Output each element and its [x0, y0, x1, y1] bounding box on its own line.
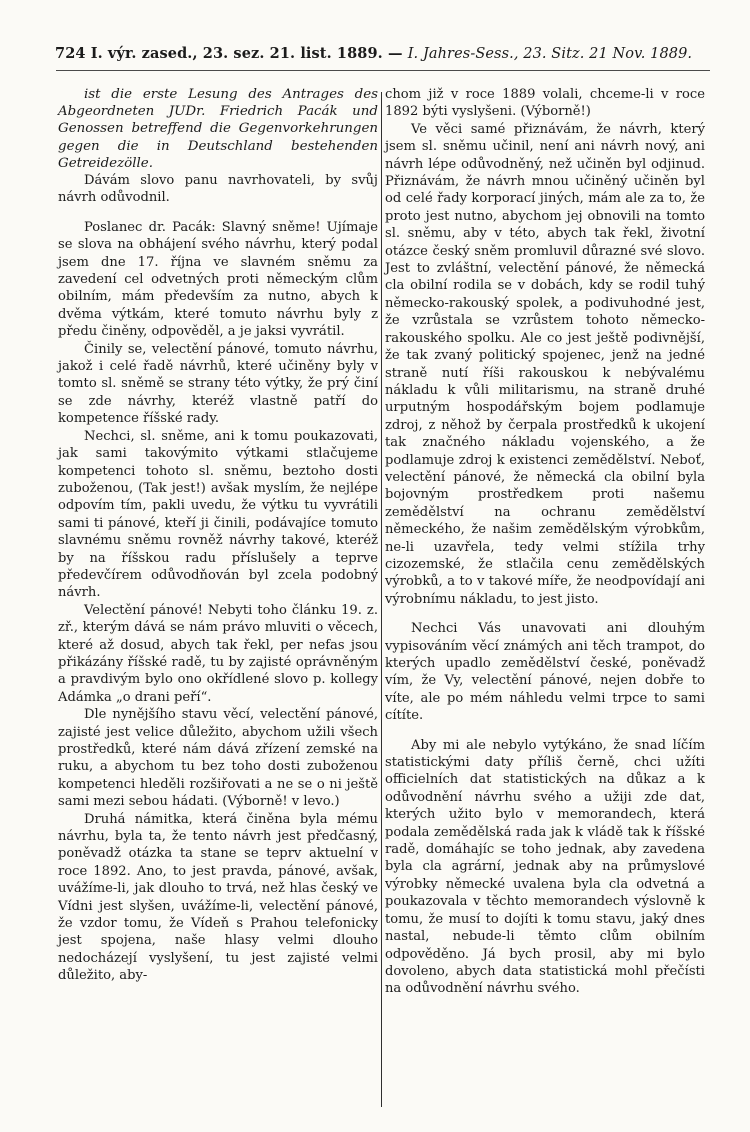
right-column: [385, 86, 705, 998]
right-paragraph: Nechci Vás unavovati ani dlouhým vypisováním věcí známých ani těch trampot, do kterých upadlo zemědělství české, poněvadž vím, že Vy, velectění pánové, nejen dobře to víte, ale po mém náhledu velmi trpce to sami cítíte.: [385, 621, 705, 724]
left-paragraph: ist die erste Lesung des Antrages des Abgeordneten JUDr. Friedrich Pacák und Genossen betreffend die Gegenvorkehrungen gegen die in Deutschland bestehenden Getreidezölle.: [58, 87, 378, 171]
left-paragraph: Velectění pánové! Nebyti toho článku 19. z. zř., kterým dává se nám právo mluviti o věcech, které až dosud, abych tak řekl, per nefas jsou přikázány říšské radě, tu by zajisté oprávněným a pravdivým bylo ono okřídlené slovo p. kollegy Adámka „o drani peří“.: [58, 602, 378, 705]
header-rule: [56, 70, 710, 71]
right-paragraph: Ve věci samé přiznávám, že návrh, který jsem sl. sněmu učinil, není ani návrh nový, ani návrh lépe odůvodněný, než učiněn byl odjinud. Přiznávám, že návrh mnou učiněný učiněn byl od celé řady korporací jiných, mám ale za to, že proto jest nutno, abychom jej obnovili na tomto sl. sněmu, aby v této, abych tak řekl, životní otázce český sněm promluvil důrazné své slovo. Jest to zvláštní, velectění pánové, že německá cla obilní rodila se v dobách, kdy se rodil tuhý německo-rakouský spolek, a podivuhodné jest, že vzrůstala se vzrůstem tohoto německo-rakouského spolku. Ale co jest ještě podivnější, že tak zvaný politický spojenec, jenž na jedné straně nutí říši rakouskou k nebývalému nákladu k vůli militarismu, na straně druhé urputným hospodářským bojem podlamuje zdroj, z něhož by čerpala prostředků k ukojení tak značného nákladu vojenského, a že podlamuje zdroj k existenci zemědělství. Neboť, velectění pánové, že německá cla obilní byla bojovným prostředkem proti našemu zemědělství na ochranu zemědělství německého, že našim zemědělským výrobkům, ne-li uzavřela, tedy velmi stížila trhy cizozemské, že stlačila cenu zemědělských výrobků, a to v takové míře, že neodpovídají ani výrobnímu nákladu, to jest jisto.: [385, 121, 705, 607]
left-paragraph: Druhá námitka, která činěna byla mému návrhu, byla ta, že tento návrh jest předčasný, poněvadž otázka ta stane se teprv aktuelní v roce 1892. Ano, to jest pravda, pánové, avšak, uvážíme-li, jak dlouho to trvá, než hlas český ve Vídni jest slyšen, uvážíme-li, velectění pánové, že vzdor tomu, že Vídeň s Prahou telefonicky jest spojena, naše hlasy velmi dlouho nedocházejí vyslyšení, tu jest zajisté velmi důležito, aby-: [58, 811, 378, 984]
left-paragraph: Nechci, sl. sněme, ani k tomu poukazovati, jak sami takovýmito výtkami stlačujeme kompetenci tohoto sl. sněmu, beztoho dosti zuboženou, (Tak jest!) avšak myslím, že nejlépe odpovím tím, pakli uvedu, že výtku tu vyvrátili sami ti pánové, kteří ji činili, podávajíce tomuto slavnému sněmu rovněž návrhy takové, kteréž by na říšskou radu příslušely a teprve předevčírem odůvodňován byl zcela podobný návrh.: [58, 428, 378, 601]
right-paragraph: chom již v roce 1889 volali, chceme-li v roce 1892 býti vyslyšeni. (Výborně!): [385, 87, 705, 120]
page-header: [55, 44, 705, 64]
right-paragraph: Aby mi ale nebylo vytýkáno, že snad líčím statistickými daty příliš černě, chci užíti officielních dat statistických na důkaz a k odůvodnění návrhu svého a užiji zde dat, kterých užito bylo v memorandech, která podala zemědělská rada jak k vládě tak k říšské radě, domáhajíc se toho jednak, aby zavedena byla cla agrární, jednak aby na průmyslové výrobky německé uvalena byla cla odvetná a poukazovala v těchto memorandech výslovně k tomu, že musí to dojíti k tomu stavu, jaký dnes nastal, nebude-li těmto clům obilním odpověděno. Já bych prosil, aby mi bylo dovoleno, abych data statistická mohl přečísti na odůvodnění návrhu svého.: [385, 737, 705, 997]
header-german: I. Jahres-Sess., 23. Sitz. 21 Nov. 1889.: [407, 46, 693, 62]
left-paragraph: Činily se, velectění pánové, tomuto návrhu, jakož i celé řadě návrhů, které učiněny byly v tomto sl. sněmě se strany této výtky, že prý činí se zde návrhy, kteréž vlastně patří do kompetence říšské rady.: [58, 341, 378, 427]
header-czech: 724 I. výr. zased., 23. sez. 21. list. 1889.: [55, 45, 383, 62]
left-paragraph: Dle nynějšího stavu věcí, velectění pánové, zajisté jest velice důležito, abychom užili všech prostředků, které nám dává zřízení zemské na ruku, a abychom tu bez toho dosti zuboženou kompetenci hleděli rozšiřovati a ne se o ni ještě sami mezi sebou hádati. (Výborně! v levo.): [58, 707, 378, 810]
left-column: [58, 86, 378, 985]
header-dash: —: [387, 45, 403, 62]
left-paragraph: Poslanec dr. Pacák: Slavný sněme! Ujímaje se slova na obhájení svého návrhu, který podal jsem dne 17. října ve slavném sněmu za zavedení cel odvetných proti německým clům obilním, mám především za nutno, abych k dvěma výtkám, které tomuto návrhu byly z předu činěny, odpověděl, a je jaksi vyvrátil.: [58, 219, 378, 340]
column-divider: [381, 92, 382, 1107]
left-paragraph: Dávám slovo panu navrhovateli, by svůj návrh odůvodnil.: [58, 173, 378, 206]
